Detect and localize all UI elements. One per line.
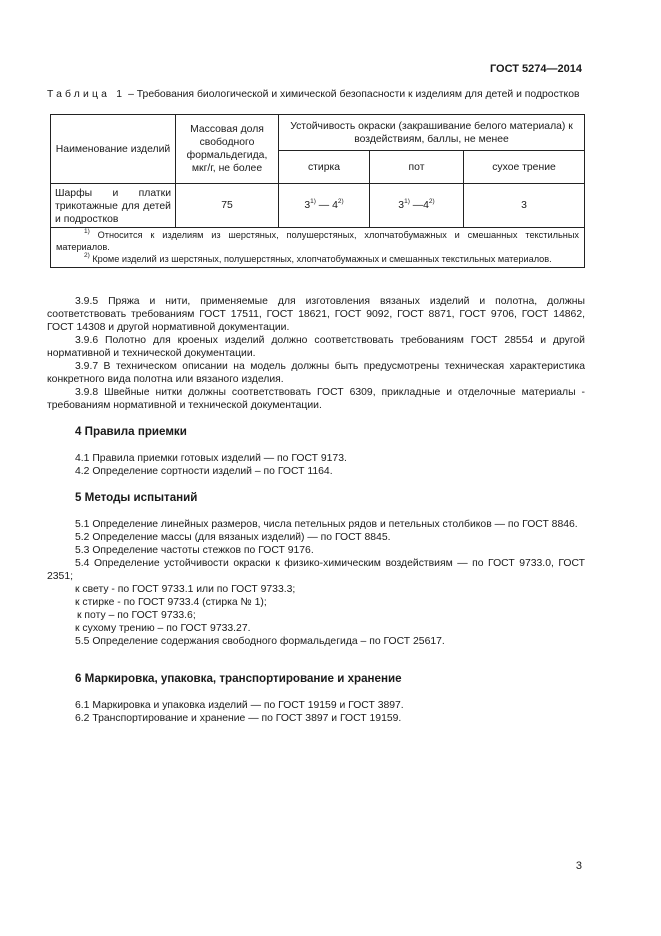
- cell-item-name: Шарфы и платки трикотажные для детей и подростков: [51, 184, 176, 228]
- requirements-table: [50, 114, 585, 268]
- footnote-1: $^{1)}$ Относится к изделиям из шерстяных, полушерстяных, хлопчатобумажных и смешанных текстильных материалов.: [56, 228, 580, 252]
- section-5-heading: 5 Методы испытаний: [75, 491, 198, 504]
- table-caption-label: Таблица 1: [47, 89, 126, 100]
- section-5-body: [47, 518, 585, 648]
- cell-washing: 3$^{1)}$ — 4$^{2)}$: [279, 184, 370, 228]
- paragraph-5-3: 5.3 Определение частоты стежков по ГОСТ 9176.: [75, 545, 314, 556]
- paragraph-3-9-8: 3.9.8 Швейные нитки должны соответствовать ГОСТ 6309, прикладные и отделочные материалы - требованиям нормативной и технической документации.: [47, 387, 585, 411]
- header-washing: стирка: [279, 151, 370, 184]
- list-item: 4.1 Правила приемки готовых изделий — по ГОСТ 9173.: [75, 453, 347, 464]
- wash-fastness: к стирке - по ГОСТ 9733.4 (стирка № 1);: [75, 597, 267, 608]
- section-6-heading: 6 Маркировка, упаковка, транспортирование и хранение: [75, 672, 402, 685]
- cell-dry-rubbing: 3: [464, 184, 585, 228]
- footnote-2: $^{2)}$ Кроме изделий из шерстяных, полушерстяных, хлопчатобумажных и смешанных текстильных материалов.: [84, 252, 552, 264]
- paragraph-3-9-7: 3.9.7 В техническом описании на модель должны быть предусмотрены техническая характеристика конкретного вида полотна или вязаного изделия.: [47, 361, 585, 385]
- document-code: ГОСТ 5274—2014: [489, 63, 582, 75]
- header-formaldehyde: Массовая доля свободного формальдегида, мкг/г, не более: [176, 115, 279, 184]
- paragraph-5-4: 5.4 Определение устойчивости окраски к физико-химическим воздействиям — по ГОСТ 9733.0, ГОСТ 2351;: [47, 558, 585, 582]
- header-dry-rubbing: сухое трение: [464, 151, 585, 184]
- list-item: 6.2 Транспортирование и хранение — по ГОСТ 3897 и ГОСТ 19159.: [75, 713, 402, 724]
- paragraph-3-9-5: 3.9.5 Пряжа и нити, применяемые для изготовления вязаных изделий и полотна, должны соответствовать требованиям ГОСТ 17511, ГОСТ 18621, ГОСТ 9092, ГОСТ 8871, ГОСТ 9706, ГОСТ 14862, ГОСТ 14308 и другой нормативной документации.: [47, 296, 585, 333]
- header-color-fastness: Устойчивость окраски (закрашивание белого материала) к воздействиям, баллы, не менее: [279, 115, 585, 151]
- paragraph-5-1: 5.1 Определение линейных размеров, числа петельных рядов и петельных столбиков — по ГОСТ 8846.: [75, 519, 578, 530]
- list-item: 6.1 Маркировка и упаковка изделий — по ГОСТ 19159 и ГОСТ 3897.: [75, 700, 404, 711]
- paragraph-5-5: 5.5 Определение содержания свободного формальдегида – по ГОСТ 25617.: [75, 636, 445, 647]
- table-footnotes: [51, 228, 585, 268]
- table-caption-text: – Требования биологической и химической безопасности к изделиям для детей и подростков: [125, 89, 580, 100]
- list-item: 4.2 Определение сортности изделий – по ГОСТ 1164.: [75, 466, 333, 477]
- sweat-fastness: к поту – по ГОСТ 9733.6;: [77, 610, 196, 621]
- cell-sweat: 3$^{1)}$ —4$^{2)}$: [370, 184, 464, 228]
- paragraph-5-2: 5.2 Определение массы (для вязаных изделий) — по ГОСТ 8845.: [75, 532, 391, 543]
- section-4-heading: 4 Правила приемки: [75, 425, 187, 438]
- table-caption: [47, 88, 585, 101]
- cell-formaldehyde: 75: [176, 184, 279, 228]
- page-number: 3: [575, 860, 582, 872]
- dry-rubbing-fastness: к сухому трению – по ГОСТ 9733.27.: [75, 623, 251, 634]
- section-6-list: [75, 699, 613, 725]
- light-fastness: к свету - по ГОСТ 9733.1 или по ГОСТ 9733.3;: [75, 584, 296, 595]
- header-item-name: Наименование изделий: [51, 115, 176, 184]
- table-row: [51, 184, 585, 228]
- paragraph-3-9-6: 3.9.6 Полотно для кроеных изделий должно соответствовать требованиям ГОСТ 28554 и другой нормативной и технической документации.: [47, 335, 585, 359]
- header-sweat: пот: [370, 151, 464, 184]
- section-4-list: [75, 452, 613, 478]
- clause-3-9: [47, 295, 585, 412]
